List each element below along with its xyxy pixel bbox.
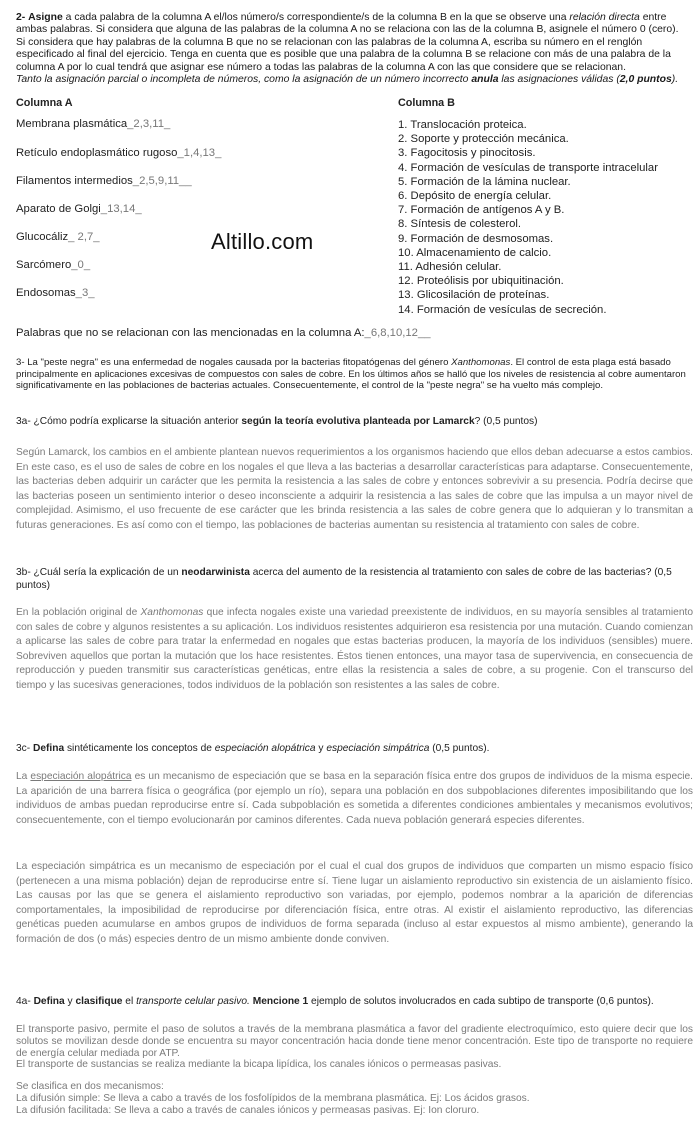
answer-blank: _6,8,10,12__ [364, 327, 431, 339]
watermark-text: Altillo.com [211, 229, 314, 254]
answer-blank: _0_ [71, 259, 91, 271]
question-3a: 3a- ¿Cómo podría explicarse la situación anterior según la teoría evolutiva planteada por Lamarck? (0,5 puntos) [16, 416, 538, 427]
column-b-item: 4. Formación de vesículas de transporte intracelular [398, 161, 658, 174]
column-b-item: 13. Glicosilación de proteínas. [398, 289, 550, 302]
q2-text-1: a cada palabra de la columna A el/los número/s correspondiente/s de la columna B en la que se observe una [62, 12, 570, 23]
column-a-item: Endosomas_3_ [16, 287, 95, 299]
answer-4a-classification: Se clasifica en dos mecanismos: [16, 1081, 164, 1093]
column-b-item: 6. Depósito de energía celular. [398, 190, 552, 203]
question-2-instructions [16, 12, 690, 86]
q2-text-2: entre ambas palabras. Si considera que alguna de las palabras de la columna A no se relaciona con las de la columna B, asignele el número 0 (cero). Si considera que hay palabras de la columna B que no se relacionan con las palabras de la columna A, escriba su número en el renglón especificado al final del ejercicio. Tenga en cuenta que es posible que una palabra de la columna B se relacione con más de una palabra de la columna A por lo cual tendrá que asignar ese número a todas las palabras de la columna A con las que considere que se relacionan. [16, 12, 679, 73]
q2-text-4: las asignaciones válidas ( [498, 74, 620, 86]
q2-points: 2,0 puntos [619, 74, 672, 86]
answer-4a-facilitated-diffusion: La difusión facilitada: Se lleva a cabo a través de canales iónicos y permeasas pasivas. Ej: Ion cloruro. [16, 1104, 480, 1116]
column-b-item: 9. Formación de desmosomas. [398, 232, 554, 245]
column-b-item: 7. Formación de antígenos A y B. [398, 204, 565, 217]
answer-4a-means: El transporte de sustancias se realiza mediante la bicapa lipídica, los canales iónicos o permeasas pasivas. [16, 1059, 502, 1071]
answer-4a-definition: El transporte pasivo, permite el paso de solutos a través de la membrana plasmática a favor del gradiente electroquímico, esto quiere decir que los solutos se movilizan desde donde se encuentra su mayor concentración hacia donde tiene menor concentración. Este tipo de transporte no requiere de energía celular mediada por ATP. [16, 1024, 693, 1059]
q2-anula: anula [471, 74, 499, 86]
column-b-item: 8. Síntesis de colesterol. [398, 218, 522, 231]
answer-blank: _13,14_ [100, 203, 142, 215]
column-b-item: 1. Translocación proteica. [398, 119, 527, 131]
question-3-intro: 3- La "peste negra" es una enfermedad de nogales causada por la bacterias fitopatógenas del género Xanthomonas. El control de esta plaga está basado principalmente en aplicaciones excesivas de compuestos con sales de cobre. En los últimos años se halló que los niveles de resistencia al cobre aumentaron significativamente en las poblaciones de bacterias actuales. Consecuentemente, el control de la "peste negra" se ha vuelto más complejo. [16, 357, 686, 392]
unrelated-words-line: Palabras que no se relacionan con las mencionadas en la columna A:_6,8,10,12__ [16, 327, 431, 339]
answer-blank: _2,3,11_ [127, 118, 171, 130]
answer-4a [16, 1024, 693, 1117]
column-b-item: 11. Adhesión celular. [398, 261, 502, 274]
answer-blank: _1,4,13_ [177, 147, 222, 159]
column-a-item: Membrana plasmática_2,3,11_ [16, 118, 171, 130]
column-a-item: Aparato de Golgi_13,14_ [16, 203, 142, 215]
column-b-item: 12. Proteólisis por ubiquitinación. [398, 275, 564, 288]
column-a-item: Glucocáliz_ 2,7_ [16, 231, 100, 243]
question-3b: 3b- ¿Cuál sería la explicación de un neodarwinista acerca del aumento de la resistencia al tratamiento con sales de cobre de las bacterias? (0,5 puntos) [16, 567, 672, 591]
column-b-item: 14. Formación de vesículas de secreción. [398, 303, 607, 316]
column-b-item: 3. Fagocitosis y pinocitosis. [398, 147, 536, 160]
column-b-item: 10. Almacenamiento de calcio. [398, 246, 552, 259]
q2-text-5: ). [671, 74, 679, 86]
q2-text-3: Tanto la asignación parcial o incompleta de números, como la asignación de un número incorrecto [16, 74, 472, 86]
q2-number: 2- [16, 12, 26, 23]
column-a-item: Filamentos intermedios_2,5,9,11__ [16, 175, 192, 187]
question-3c: 3c- Defina sintéticamente los conceptos de especiación alopátrica y especiación simpátrica (0,5 puntos). [16, 743, 490, 754]
answer-blank: _ 2,7_ [68, 231, 100, 243]
answer-3c-allopatric: La especiación alopátrica es un mecanismo de especiación que se basa en la separación física entre dos grupos de individuos de la misma especie. La aparición de una barrera física o geográfica (por ejemplo un río), separa una población en dos subpoblaciones diferentes imposibilitando que los individuos de ambas puedan reproducirse entre sí. Cada subpoblación es sometida a diferentes condiciones ambientales y mecanismos evolutivos; consecuentemente, con el tiempo evolucionarán por caminos diferentes. Cada nueva población generará especies diferentes. [16, 771, 693, 826]
column-b-item: 5. Formación de la lámina nuclear. [398, 175, 571, 188]
answer-3a: Según Lamarck, los cambios en el ambiente plantean nuevos requerimientos a los organismos haciendo que ellos deban adecuarse a estos cambios. En este caso, es el uso de sales de cobre en los nogales el que lleva a las bacterias a desarrollar características para adaptarse. Consecuentemente, las bacterias deben adquirir un carácter que les permita la resistencia a las sales de cobre y entonces sobrevivir a su presencia. Podría decirse que las bacterias poseen un sentimiento interior o deseo inconsciente a adquirir la resistencia a las sales de cobre que las impulsa a un mayor nivel de complejidad. Asimismo, el uso frecuente de ese carácter que les brinda resistencia a las sales de cobre genera que lo adquieran y lo transmitan a futuras generaciones. Es así como con el tiempo, las poblaciones de bacterias aumentan su resistencia al tratamiento con sales de cobre. [16, 447, 693, 531]
answer-4a-simple-diffusion: La difusión simple: Se lleva a cabo a través de los fosfolípidos de la membrana plasmática. Ej: Los ácidos grasos. [16, 1092, 530, 1104]
question-4a: 4a- Defina y clasifique el transporte celular pasivo. Mencione 1 ejemplo de solutos involucrados en cada subtipo de transporte (0,6 puntos). [16, 996, 654, 1007]
answer-blank: _3_ [75, 287, 95, 299]
answer-3b: En la población original de Xanthomonas que infecta nogales existe una variedad preexistente de individuos, en su mayoría sensibles al tratamiento con sales de cobre y algunos resistentes a su aplicación. Los individuos resistentes adquirieron esa resistencia por una mutación. Cuando comienzan a aplicarse las sales de cobre para tratar la enfermedad en nogales que estas bacterias producen, la mayoría de los individuos (sensibles) muere. Sobreviven aquellos que portan la mutación que los hace resistentes. Éstos tienen entonces, una mayor tasa de supervivencia, en consecuencia de reproducción y pueden transmitir sus características genéticas, entre ellas la resistencia a sales de cobre, a su progenie. Con el transcurso del tiempo y las sucesivas generaciones, todos individuos de la población son resistentes a las sales de cobre. [16, 607, 693, 691]
column-a-title: Columna A [16, 97, 73, 109]
column-b-title: Columna B [398, 97, 455, 109]
column-b-item: 2. Soporte y protección mecánica. [398, 133, 569, 146]
q2-assign-word: Asigne [28, 12, 63, 23]
column-a-item: Retículo endoplasmático rugoso_1,4,13_ [16, 147, 222, 159]
column-a-item: Sarcómero_0_ [16, 259, 91, 271]
q2-relation-term: relación directa [569, 12, 640, 23]
answer-blank: _2,5,9,11__ [132, 175, 192, 187]
column-b-list [398, 118, 658, 317]
answer-3c-sympatric: La especiación simpátrica es un mecanismo de especiación por el cual el cual dos grupos de individuos que comparten un mismo espacio físico (pertenecen a una misma población) dejan de reproducirse entre sí. Tiene lugar un aislamiento reproductivo sin existencia de un aislamiento físico. Las causas por las que se genera el aislamiento reproductivo son variadas, por ejemplo, podemos nombrar a la aparición de diferencias comportamentales, la imposibilidad de reproducirse por diferenciación física, entre otras. Al existir el aislamiento reproductivo, las diferencias genéticas pueden acumularse en ambos grupos de individuos de forma separada (incluso al estar expuestos al mismo ambiente), generando la formación de dos (o más) especies dentro de un mismo ambiente donde conviven. [16, 861, 693, 945]
